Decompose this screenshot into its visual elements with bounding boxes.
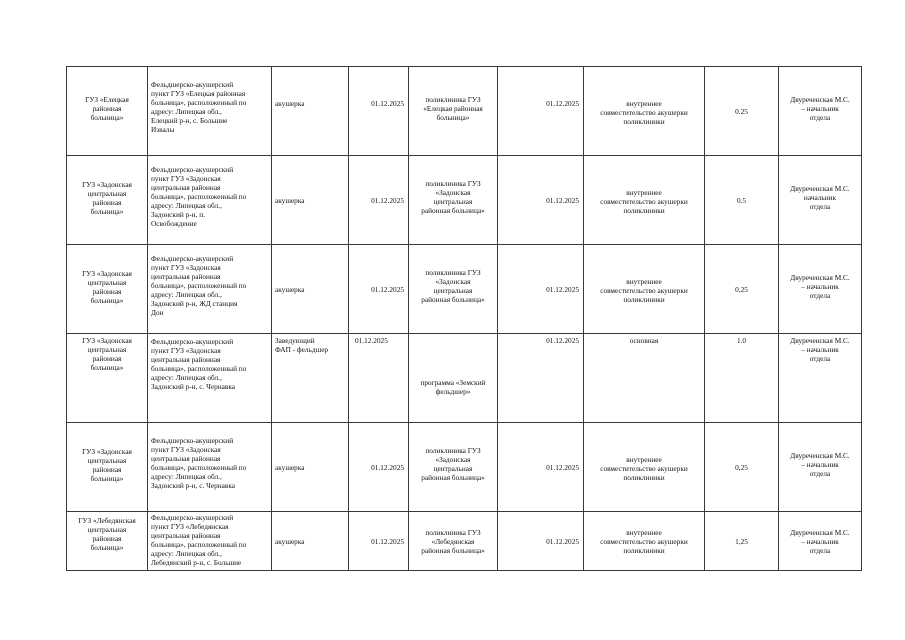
responsible-text: Двуреченская М.С. начальник отдела xyxy=(790,183,850,211)
responsible-text: Двуреченская М.С. – начальник отдела xyxy=(790,527,850,555)
position-cell xyxy=(272,156,349,245)
destination-cell xyxy=(409,156,498,245)
position-text: Заведующий ФАП - фельдшер xyxy=(275,336,329,354)
table-row xyxy=(67,67,862,156)
table-row xyxy=(67,334,862,423)
location-text: Фельдшерско-акушерский пункт ГУЗ «Задонская центральная районная больница», расположенный по адресу: Липецкая обл., Задонский р-н, с. Чернавка xyxy=(151,337,247,391)
responsible-cell xyxy=(779,67,862,156)
responsible-cell xyxy=(779,423,862,512)
organization-cell xyxy=(67,512,148,571)
destination-text: поликлиника ГУЗ «Елецкая районная больница» xyxy=(423,94,483,122)
rate-text: 0,25 xyxy=(735,284,748,294)
end-date-cell xyxy=(498,334,584,423)
work-type-text: основная xyxy=(629,336,659,345)
rate-cell xyxy=(705,512,779,571)
start-date-cell xyxy=(349,334,409,423)
work-type-text: внутреннее совместительство акушерки поликлиники xyxy=(600,98,688,126)
position-text: акушерка xyxy=(275,284,305,294)
rate-text: 0.5 xyxy=(736,195,747,205)
rate-text: 1.0 xyxy=(736,336,747,345)
work-type-cell xyxy=(584,245,705,334)
start-date-cell xyxy=(349,512,409,571)
position-cell xyxy=(272,245,349,334)
location-cell xyxy=(148,512,272,571)
responsible-cell xyxy=(779,512,862,571)
end-date-text: 01.12.2025 xyxy=(546,99,579,108)
work-type-text: внутреннее совместительство акушерки поликлиники xyxy=(600,187,688,215)
start-date-cell xyxy=(349,156,409,245)
rate-cell xyxy=(705,334,779,423)
end-date-text: 01.12.2025 xyxy=(546,336,579,345)
position-cell xyxy=(272,423,349,512)
destination-text: программа «Земский фельдшер» xyxy=(420,378,486,396)
organization-text: ГУЗ «Задонская центральная районная больница» xyxy=(82,336,132,372)
position-cell xyxy=(272,512,349,571)
organization-cell xyxy=(67,67,148,156)
end-date-cell xyxy=(498,245,584,334)
destination-cell xyxy=(409,334,498,423)
table-row xyxy=(67,156,862,245)
position-cell xyxy=(272,334,349,423)
rate-text: 0,25 xyxy=(735,462,748,472)
rate-text: 1,25 xyxy=(735,536,748,546)
work-type-cell xyxy=(584,334,705,423)
organization-cell xyxy=(67,423,148,512)
end-date-cell xyxy=(498,423,584,512)
work-type-text: внутреннее совместительство акушерки поликлиники xyxy=(600,527,688,555)
work-type-text: внутреннее совместительство акушерки поликлиники xyxy=(600,276,688,304)
organization-cell xyxy=(67,156,148,245)
responsible-text: Двуреченская М.С. – начальник отдела xyxy=(790,94,850,122)
responsible-cell xyxy=(779,334,862,423)
work-type-cell xyxy=(584,67,705,156)
location-cell xyxy=(148,334,272,423)
responsible-text: Двуреченская М.С. – начальник отдела xyxy=(790,272,850,300)
destination-cell xyxy=(409,245,498,334)
location-text: Фельдшерско-акушерский пункт ГУЗ «Задонская центральная районная больница», расположенный по адресу: Липецкая обл., Задонский р-н, ЖД станция Дон xyxy=(151,254,247,317)
destination-text: поликлиника ГУЗ «Задонская центральная районная больница» xyxy=(421,268,485,304)
end-date-text: 01.12.2025 xyxy=(546,462,579,472)
destination-text: поликлиника ГУЗ «Задонская центральная районная больница» xyxy=(421,179,485,215)
location-cell xyxy=(148,156,272,245)
table-row xyxy=(67,245,862,334)
location-cell xyxy=(148,423,272,512)
location-text: Фельдшерско-акушерский пункт ГУЗ «Лебедянская центральная районная больница», расположенный по адресу: Липецкая обл., Лебедянский р-н, с. Большие xyxy=(151,513,247,567)
end-date-cell xyxy=(498,67,584,156)
start-date-text: 01.12.2025 xyxy=(371,195,404,205)
position-text: акушерка xyxy=(275,99,305,108)
organization-cell xyxy=(67,334,148,423)
responsible-cell xyxy=(779,245,862,334)
position-cell xyxy=(272,67,349,156)
position-text: акушерка xyxy=(275,195,305,205)
start-date-cell xyxy=(349,67,409,156)
organization-text: ГУЗ «Елецкая районная больница» xyxy=(85,95,129,122)
location-cell xyxy=(148,245,272,334)
start-date-cell xyxy=(349,423,409,512)
end-date-cell xyxy=(498,156,584,245)
destination-cell xyxy=(409,67,498,156)
location-cell xyxy=(148,67,272,156)
rate-text: 0.25 xyxy=(735,106,748,116)
destination-text: поликлиника ГУЗ «Задонская центральная районная больница» xyxy=(421,446,485,482)
work-type-cell xyxy=(584,156,705,245)
organization-text: ГУЗ «Задонская центральная районная больница» xyxy=(82,447,132,483)
end-date-text: 01.12.2025 xyxy=(546,195,579,205)
responsible-text: Двуреченская М.С. – начальник отдела xyxy=(790,450,850,478)
destination-text: поликлиника ГУЗ «Лебедянская районная больница» xyxy=(421,527,485,555)
end-date-text: 01.12.2025 xyxy=(546,284,579,294)
organization-text: ГУЗ «Лебедянская центральная районная больница» xyxy=(78,516,136,552)
start-date-text: 01.12.2025 xyxy=(371,99,404,108)
responsible-cell xyxy=(779,156,862,245)
work-type-cell xyxy=(584,512,705,571)
start-date-text: 01.12.2025 xyxy=(371,536,404,546)
start-date-text: 01.12.2025 xyxy=(371,462,404,472)
position-text: акушерка xyxy=(275,536,305,546)
location-text: Фельдшерско-акушерский пункт ГУЗ «Задонская центральная районная больница», расположенный по адресу: Липецкая обл., Задонский р-н, с. Чернавка xyxy=(151,436,247,490)
destination-cell xyxy=(409,423,498,512)
position-text: акушерка xyxy=(275,462,305,472)
rate-cell xyxy=(705,156,779,245)
end-date-cell xyxy=(498,512,584,571)
end-date-text: 01.12.2025 xyxy=(546,536,579,546)
organization-cell xyxy=(67,245,148,334)
rate-cell xyxy=(705,67,779,156)
work-type-text: внутреннее совместительство акушерки поликлиники xyxy=(600,454,688,482)
organization-text: ГУЗ «Задонская центральная районная больница» xyxy=(82,180,132,216)
table-row xyxy=(67,512,862,571)
destination-cell xyxy=(409,512,498,571)
work-type-cell xyxy=(584,423,705,512)
table-row xyxy=(67,423,862,512)
staffing-table xyxy=(66,66,862,571)
start-date-text: 01.12.2025 xyxy=(371,284,404,294)
organization-text: ГУЗ «Задонская центральная районная больница» xyxy=(82,269,132,305)
rate-cell xyxy=(705,423,779,512)
rate-cell xyxy=(705,245,779,334)
responsible-text: Двуреченская М.С. – начальник отдела xyxy=(790,336,850,363)
start-date-cell xyxy=(349,245,409,334)
location-text: Фельдшерско-акушерский пункт ГУЗ «Задонская центральная районная больница», расположенный по адресу: Липецкая обл., Задонский р-н, п. Освобождение xyxy=(151,165,247,228)
location-text: Фельдшерско-акушерский пункт ГУЗ «Елецкая районная больница», расположенный по адресу: Липецкая обл., Елецкий р-н, с. Большие Извалы xyxy=(151,80,247,134)
start-date-text: 01.12.2025 xyxy=(355,336,388,345)
